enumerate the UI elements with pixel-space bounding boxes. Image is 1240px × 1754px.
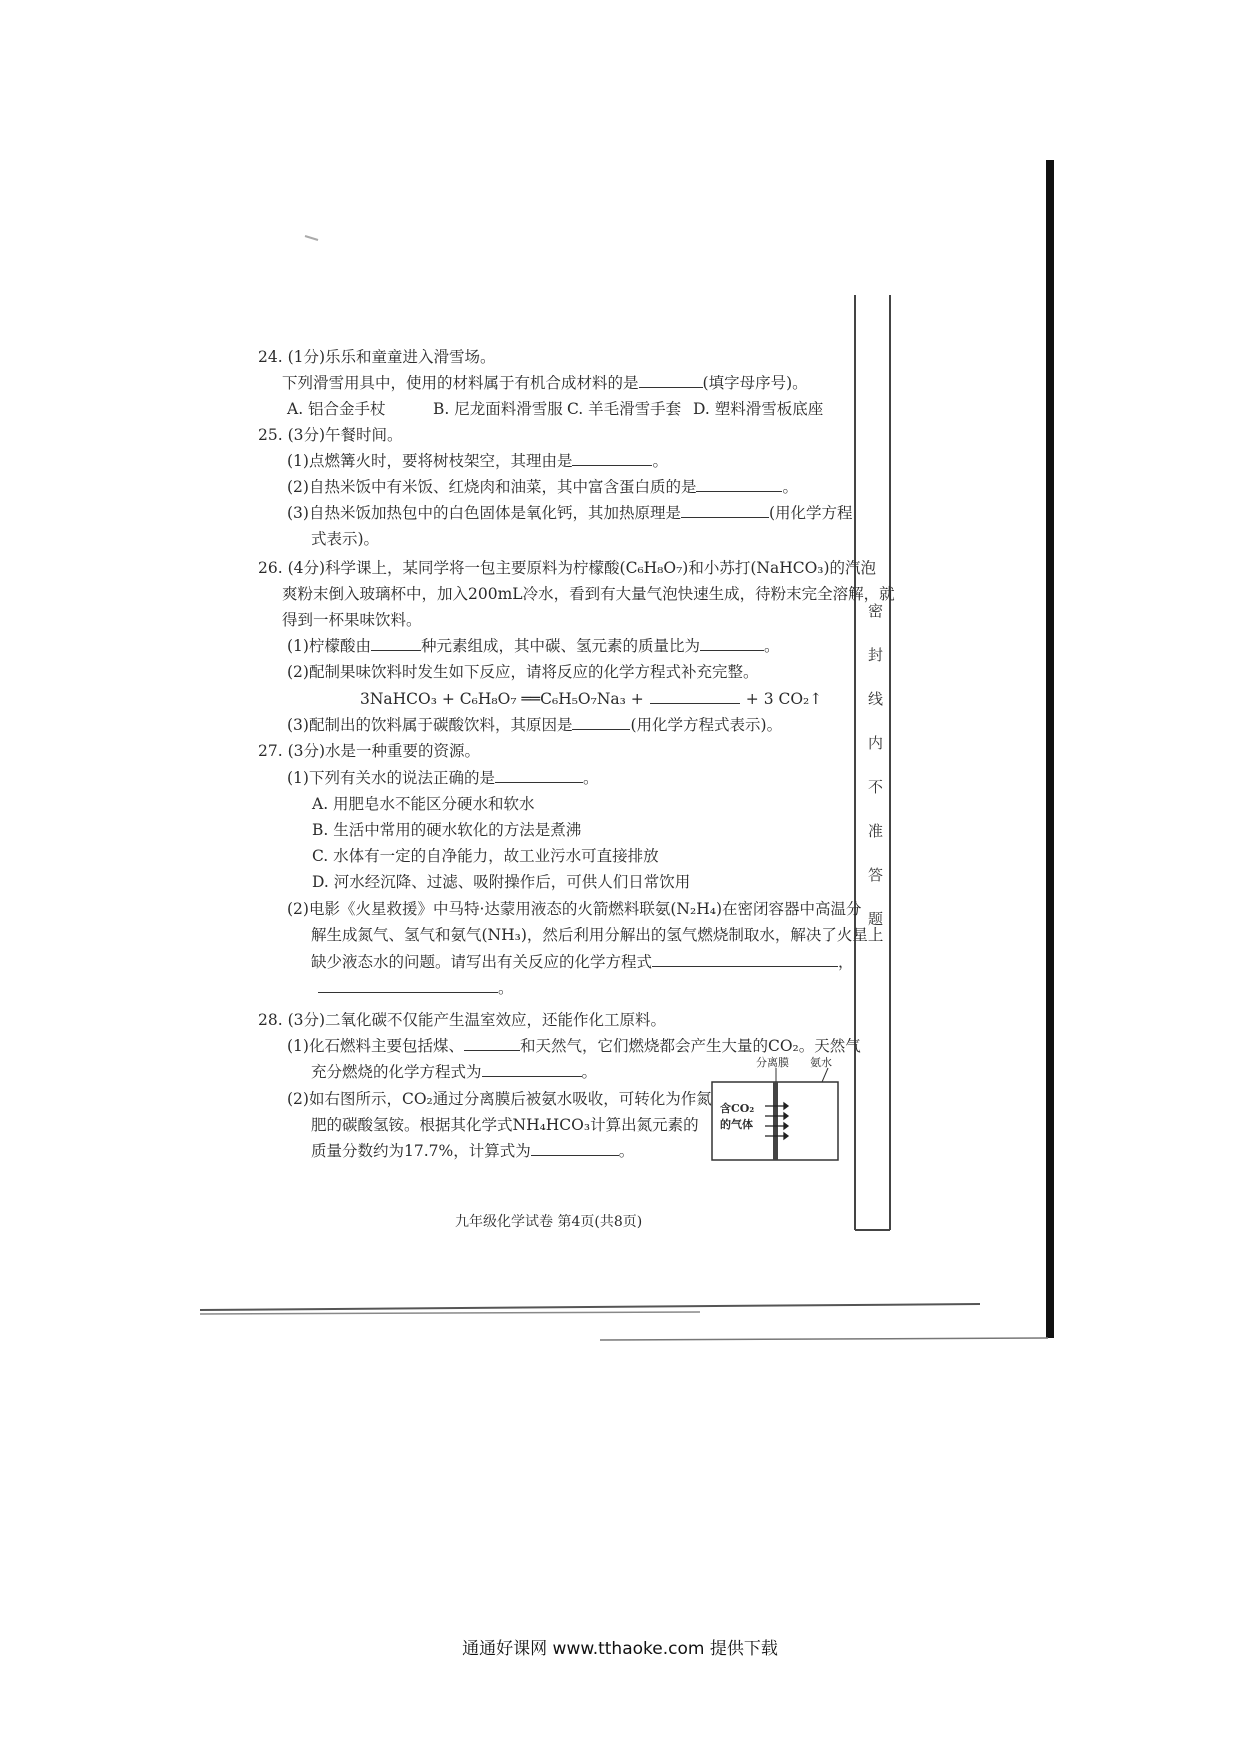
q24-title: 24. (1分)乐乐和童童进入滑雪场。 [258, 348, 496, 366]
q24-option-d: D. 塑料滑雪板底座 [693, 400, 824, 418]
q28-sub1-a: (1)化石燃料主要包括煤、 [287, 1037, 464, 1055]
seal-char: 准 [868, 822, 884, 840]
seal-char: 答 [868, 866, 884, 884]
q28-sub1-cont: 充分燃烧的化学方程式为 。 [311, 1063, 598, 1081]
q26-sub1: (1)柠檬酸由 种元素组成，其中碳、氢元素的质量比为 。 [287, 637, 780, 655]
seal-char: 封 [868, 646, 884, 664]
q26-sub2: (2)配制果味饮料时发生如下反应，请将反应的化学方程式补充完整。 [287, 663, 759, 681]
answer-blank [371, 636, 421, 651]
q28-sub2-line2: 肥的碳酸氢铵。根据其化学式NH₄HCO₃计算出氮元素的 [311, 1116, 699, 1134]
q24-option-c: C. 羊毛滑雪手套 [567, 400, 682, 418]
answer-blank [572, 715, 630, 730]
q25-sub1: (1)点燃篝火时，要将树枝架空，其理由是 。 [287, 452, 668, 470]
page-footer: 九年级化学试卷 第4页(共8页) [455, 1214, 643, 1230]
q25-sub1-text: (1)点燃篝火时，要将树枝架空，其理由是 [287, 452, 573, 470]
q28-sub1-b: 和天然气，它们燃烧都会产生大量的CO₂。天然气 [519, 1037, 861, 1055]
q26-stem-line2: 爽粉末倒入玻璃杯中，加入200mL冷水，看到有大量气泡快速生成，待粉末完全溶解，就 [282, 585, 895, 603]
q27-sub2-line4: 。 [318, 978, 514, 998]
q28-sub2-line1: (2)如右图所示，CO₂通过分离膜后被氨水吸收，可转化为作氮 [287, 1090, 712, 1108]
q27-sub2-line3: 缺少液态水的问题。请写出有关反应的化学方程式 ， [311, 953, 854, 971]
q26-equation [360, 689, 822, 709]
q27-sub2-line1: (2)电影《火星救援》中马特·达蒙用液态的火箭燃料联氨(N₂H₄)在密闭容器中高温分 [287, 900, 862, 918]
q26-sub1-a: (1)柠檬酸由 [287, 637, 371, 655]
q27-option-d: D. 河水经沉降、过滤、吸附操作后，可供人们日常饮用 [312, 873, 691, 891]
q24-option-b: B. 尼龙面料滑雪服 [433, 400, 563, 418]
q26-sub3 [287, 715, 782, 735]
site-footer: 通通好课网 www.tthaoke.com 提供下载 [462, 1639, 778, 1659]
q24-line [282, 373, 808, 393]
answer-blank [639, 373, 703, 388]
answer-blank [652, 952, 838, 967]
q27-option-a: A. 用肥皂水不能区分硬水和软水 [312, 795, 535, 813]
answer-blank [700, 636, 764, 651]
q24-option-a: A. 铝合金手杖 [287, 400, 386, 418]
q28-sub1-c: 充分燃烧的化学方程式为 [311, 1063, 482, 1081]
answer-blank [650, 689, 740, 704]
q25-sub3-text: (3)自热米饭加热包中的白色固体是氧化钙，其加热原理是 [287, 504, 681, 522]
q28-sub2-line3-text: 质量分数约为17.7%，计算式为 [311, 1142, 531, 1160]
q26-stem-line3: 得到一杯果味饮料。 [282, 611, 422, 629]
q24-stem-tail: (填字母序号)。 [702, 374, 808, 392]
q25-sub3 [287, 503, 853, 523]
seal-char: 线 [868, 690, 884, 708]
q27-option-c: C. 水体有一定的自净能力，故工业污水可直接排放 [312, 847, 659, 865]
q27-option-b: B. 生活中常用的硬水软化的方法是煮沸 [312, 821, 582, 839]
q25-sub2: (2)自热米饭中有米饭、红烧肉和油菜，其中富含蛋白质的是 。 [287, 478, 798, 496]
answer-blank [572, 451, 652, 466]
gas-label-1: 含CO₂ [720, 1102, 755, 1115]
q25-sub3-tail: (用化学方程 [768, 504, 853, 522]
q28-sub2-line3: 质量分数约为17.7%，计算式为 。 [311, 1142, 635, 1160]
answer-blank [531, 1141, 619, 1156]
answer-blank [482, 1062, 582, 1077]
seal-char: 密 [868, 602, 884, 620]
ammonia-label: 氨水 [810, 1056, 832, 1069]
q26-sub3-tail: (用化学方程式表示)。 [630, 716, 783, 734]
seal-char: 不 [868, 778, 884, 796]
q28-sub1 [287, 1036, 861, 1056]
answer-blank [681, 503, 769, 518]
q27-sub2-line3-text: 缺少液态水的问题。请写出有关反应的化学方程式 [311, 953, 653, 971]
separation-membrane-diagram [710, 1056, 840, 1162]
q27-sub2-line2: 解生成氮气、氢气和氨气(NH₃)，然后利用分解出的氢气燃烧制取水，解决了火星上 [311, 926, 884, 944]
q27-title: 27. (3分)水是一种重要的资源。 [258, 742, 481, 760]
q27-sub1-text: (1)下列有关水的说法正确的是 [287, 769, 495, 787]
q26-equation-left: 3NaHCO₃ + C₆H₈O₇ ══C₆H₅O₇Na₃ + [360, 690, 644, 708]
gas-label-2: 的气体 [720, 1118, 753, 1131]
q24-stem: 下列滑雪用具中，使用的材料属于有机合成材料的是 [282, 374, 639, 392]
q25-title: 25. (3分)午餐时间。 [258, 426, 403, 444]
answer-blank [696, 477, 782, 492]
q28-title: 28. (3分)二氧化碳不仅能产生温室效应，还能作化工原料。 [258, 1011, 667, 1029]
q26-equation-right: + 3 CO₂↑ [745, 690, 823, 708]
q25-sub2-text: (2)自热米饭中有米饭、红烧肉和油菜，其中富含蛋白质的是 [287, 478, 697, 496]
q26-sub3-text: (3)配制出的饮料属于碳酸饮料，其原因是 [287, 716, 573, 734]
answer-blank [464, 1036, 520, 1051]
seal-char: 题 [868, 910, 884, 928]
q27-sub1: (1)下列有关水的说法正确的是 。 [287, 769, 599, 787]
membrane-label: 分离膜 [756, 1056, 789, 1069]
q25-sub3-cont: 式表示)。 [311, 530, 380, 548]
q26-stem-line1: 26. (4分)科学课上，某同学将一包主要原料为柠檬酸(C₆H₈O₇)和小苏打(NaHCO₃)的汽泡 [258, 559, 877, 577]
answer-blank [495, 768, 583, 783]
answer-blank [318, 978, 498, 993]
q26-sub1-b: 种元素组成，其中碳、氢元素的质量比为 [420, 637, 700, 655]
seal-char: 内 [868, 734, 884, 752]
